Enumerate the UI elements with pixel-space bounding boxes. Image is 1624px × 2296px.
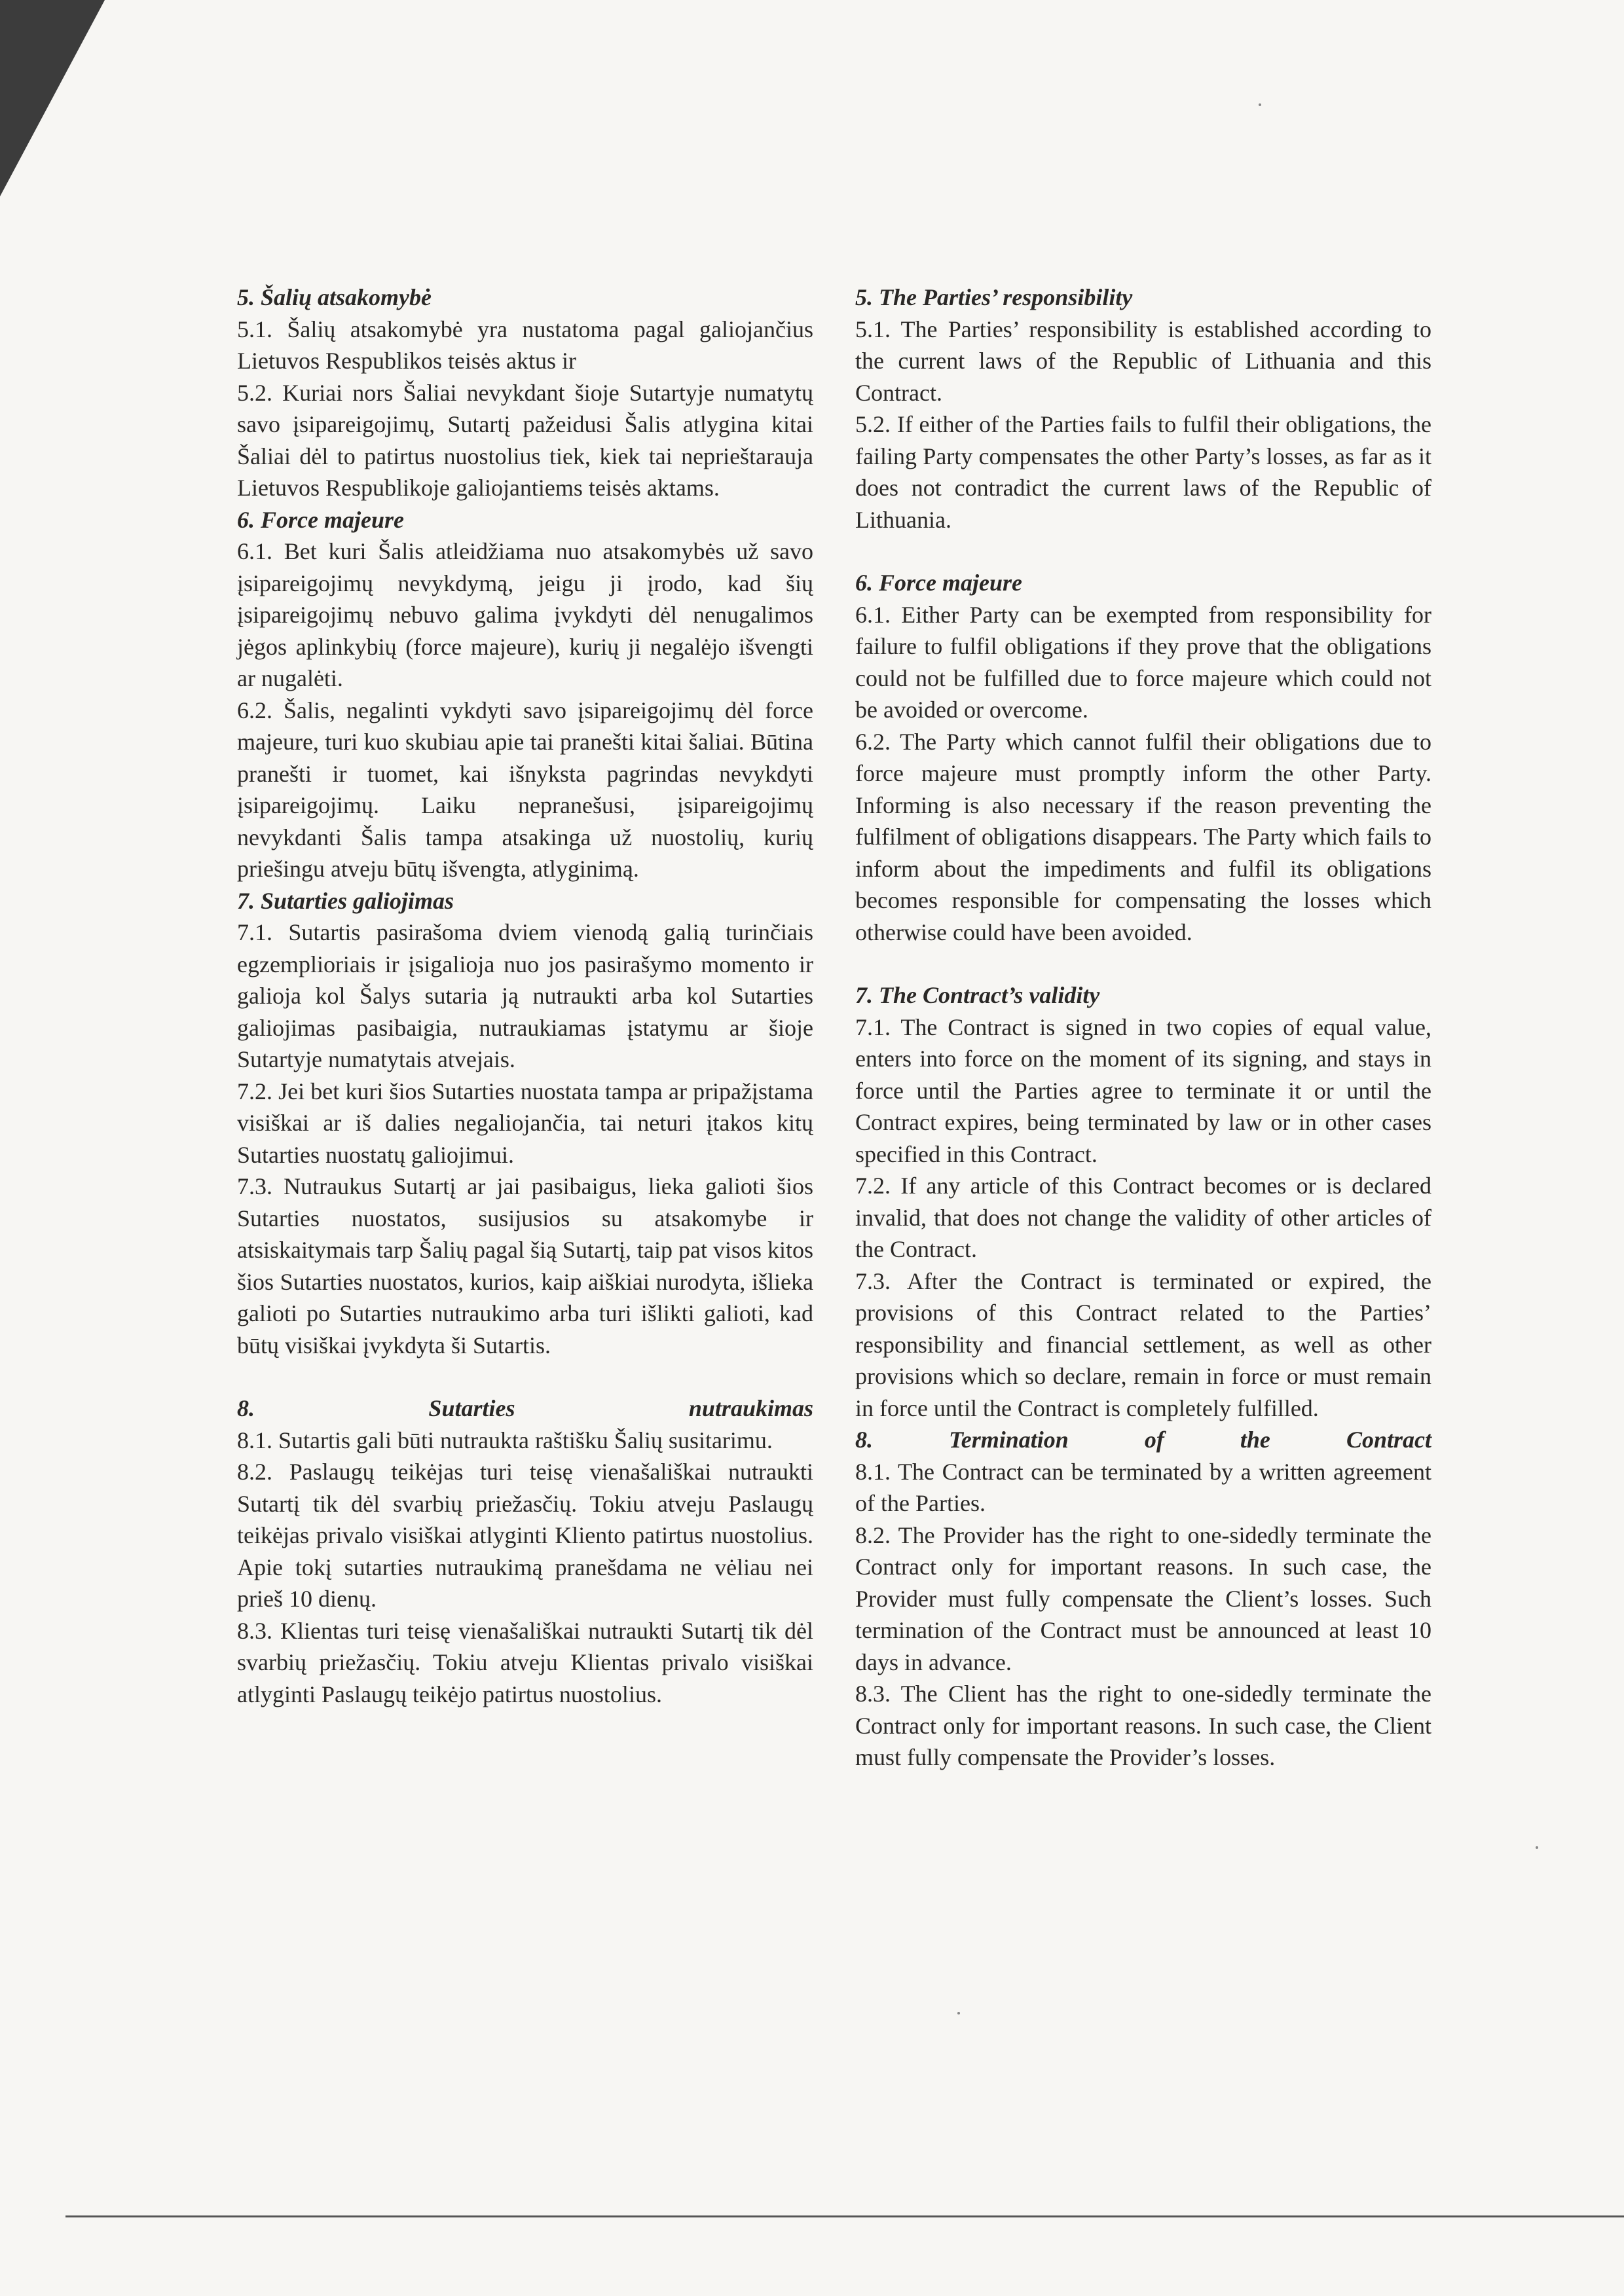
clause-5-2-lt: 5.2. Kuriai nors Šaliai nevykdant šioje Sutartyje numatytų savo įsipareigojimų, Sutartį pažeidusi Šalis atlygina kitai Šaliai dėl to patirtus nuostolius tiek, kiek tai neprieštarauja Lietuvos Respublikoje galiojantiems teisės aktams. [237, 379, 813, 501]
clause-7-2-en: 7.2. If any article of this Contract becomes or is declared invalid, that does not change the validity of other articles of the Contract. [855, 1173, 1431, 1262]
clause-7-2-lt: 7.2. Jei bet kuri šios Sutarties nuostata tampa ar pripažįstama visiškai ar iš dalies negaliojančia, tai neturi įtakos kitų Sutarties nuostatų galiojimui. [237, 1078, 813, 1168]
clause-7-1-en: 7.1. The Contract is signed in two copies of equal value, enters into force on the moment of its signing, and stays in force until the Parties agree to terminate it or until the Contract expires, being terminated by law or in other cases specified in this Contract. [855, 1013, 1431, 1167]
section-8-number-lt: 8. [237, 1395, 255, 1421]
scan-speck [957, 2012, 960, 2014]
section-8-word-4-en: Contract [1346, 1427, 1431, 1453]
scan-speck [1259, 103, 1261, 106]
section-7-heading-en: 7. The Contract’s validity [855, 982, 1100, 1008]
section-8-heading-en [855, 1424, 1431, 1456]
clause-6-1-en: 6.1. Either Party can be exempted from responsibility for failure to fulfil obligations if they prove that the obligations could not be fulfilled due to force majeure which could not be avoided or overcome. [855, 601, 1431, 723]
clause-8-1-en: 8.1. The Contract can be terminated by a written agreement of the Parties. [855, 1458, 1431, 1516]
section-8-word-1-en: Termination [949, 1427, 1069, 1453]
clause-5-1-en: 5.1. The Parties’ responsibility is established according to the current laws of the Republic of Lithuania and this Contract. [855, 316, 1431, 406]
section-5-heading-en: 5. The Parties’ responsibility [855, 284, 1133, 310]
section-6-heading-lt: 6. Force majeure [237, 506, 404, 533]
english-column [855, 282, 1431, 1774]
scan-speck [1536, 1846, 1538, 1849]
clause-7-3-lt: 7.3. Nutraukus Sutartį ar jai pasibaigus, lieka galioti šios Sutarties nuostatos, susijusios su atsakomybe ir atsiskaitymais tarp Šalių pagal šią Sutartį, taip pat visos kitos šios Sutarties nuostatos, kurios, kaip aiškiai nurodyta, išlieka galioti po Sutarties nutraukimo arba turi išlikti galioti, kad būtų visiškai įvykdyta ši Sutartis. [237, 1173, 813, 1358]
section-8-word-3-en: the [1240, 1427, 1270, 1453]
lithuanian-column [237, 282, 813, 1710]
clause-8-3-en: 8.3. The Client has the right to one-sidedly terminate the Contract only for important reasons. In such case, the Client must fully compensate the Provider’s losses. [855, 1681, 1431, 1770]
scan-edge-line [65, 2215, 1624, 2217]
section-5-heading-lt: 5. Šalių atsakomybė [237, 284, 432, 310]
clause-8-2-lt: 8.2. Paslaugų teikėjas turi teisę vienašališkai nutraukti Sutartį tik dėl svarbių priežasčių. Tokiu atveju Paslaugų teikėjas privalo visiškai atlyginti Kliento patirtus nuostolius. Apie tokį sutarties nutraukimą pranešdama ne vėliau nei prieš 10 dienų. [237, 1459, 813, 1612]
clause-6-2-en: 6.2. The Party which cannot fulfil their obligations due to force majeure must promptly inform the other Party. Informing is also necessary if the reason preventing the fulfilment of obligations disappears. The Party which fails to inform about the impediments and fulfil its obligations becomes responsible for compensating the losses which otherwise could have been avoided. [855, 728, 1431, 945]
section-6-heading-en: 6. Force majeure [855, 570, 1022, 596]
section-8-heading-lt [237, 1393, 813, 1425]
clause-5-1-lt: 5.1. Šalių atsakomybė yra nustatoma pagal galiojančius Lietuvos Respublikos teisės aktus ir [237, 316, 813, 374]
clause-8-2-en: 8.2. The Provider has the right to one-sidedly terminate the Contract only for important reasons. In such case, the Provider must fully compensate the Client’s losses. Such termination of the Contract must be announced at least 10 days in advance. [855, 1522, 1431, 1675]
clause-8-1-lt: 8.1. Sutartis gali būti nutraukta raštišku Šalių susitarimu. [237, 1427, 773, 1453]
clause-7-1-lt: 7.1. Sutartis pasirašoma dviem vienodą galią turinčiais egzemplioriais ir įsigalioja nuo jos pasirašymo momento ir galioja kol Šalys sutaria ją nutraukti arba kol Sutarties galiojimas pasibaigia, nutraukiamas įstatymu ar šioje Sutartyje numatytais atvejais. [237, 919, 813, 1072]
section-8-word-2-en: of [1144, 1427, 1164, 1453]
section-8-word-1-lt: Sutarties [428, 1395, 515, 1421]
section-8-word-2-lt: nutraukimas [688, 1395, 813, 1421]
page-corner-shadow [0, 0, 105, 196]
clause-6-1-lt: 6.1. Bet kuri Šalis atleidžiama nuo atsakomybės už savo įsipareigojimų nevykdymą, jeigu ji įrodo, kad šių įsipareigojimų nebuvo galima įvykdyti dėl nenugalimos jėgos aplinkybių (force majeure), kurių ji negalėjo išvengti ar nugalėti. [237, 538, 813, 691]
section-7-heading-lt: 7. Sutarties galiojimas [237, 887, 454, 914]
clause-5-2-en: 5.2. If either of the Parties fails to fulfil their obligations, the failing Party compensates the other Party’s losses, as far as it does not contradict the current laws of the Republic of Lithuania. [855, 411, 1431, 533]
clause-7-3-en: 7.3. After the Contract is terminated or expired, the provisions of this Contract related to the Parties’ responsibility and financial settlement, as well as other provisions which so declare, remain in force or must remain in force until the Contract is completely fulfilled. [855, 1267, 1431, 1421]
clause-8-3-lt: 8.3. Klientas turi teisę vienašališkai nutraukti Sutartį tik dėl svarbių priežasčių. Tokiu atveju Klientas privalo visiškai atlyginti Paslaugų teikėjo patirtus nuostolius. [237, 1617, 813, 1707]
clause-6-2-lt: 6.2. Šalis, negalinti vykdyti savo įsipareigojimų dėl force majeure, turi kuo skubiau apie tai pranešti kitai šaliai. Būtina pranešti ir tuomet, kai išnyksta pagrindas nevykdyti įsipareigojimų. Laiku nepranešusi, įsipareigojimų nevykdanti Šalis tampa atsakinga už nuostolių, kurių priešingu atveju būtų išvengta, atlyginimą. [237, 697, 813, 882]
section-8-number-en: 8. [855, 1427, 873, 1453]
